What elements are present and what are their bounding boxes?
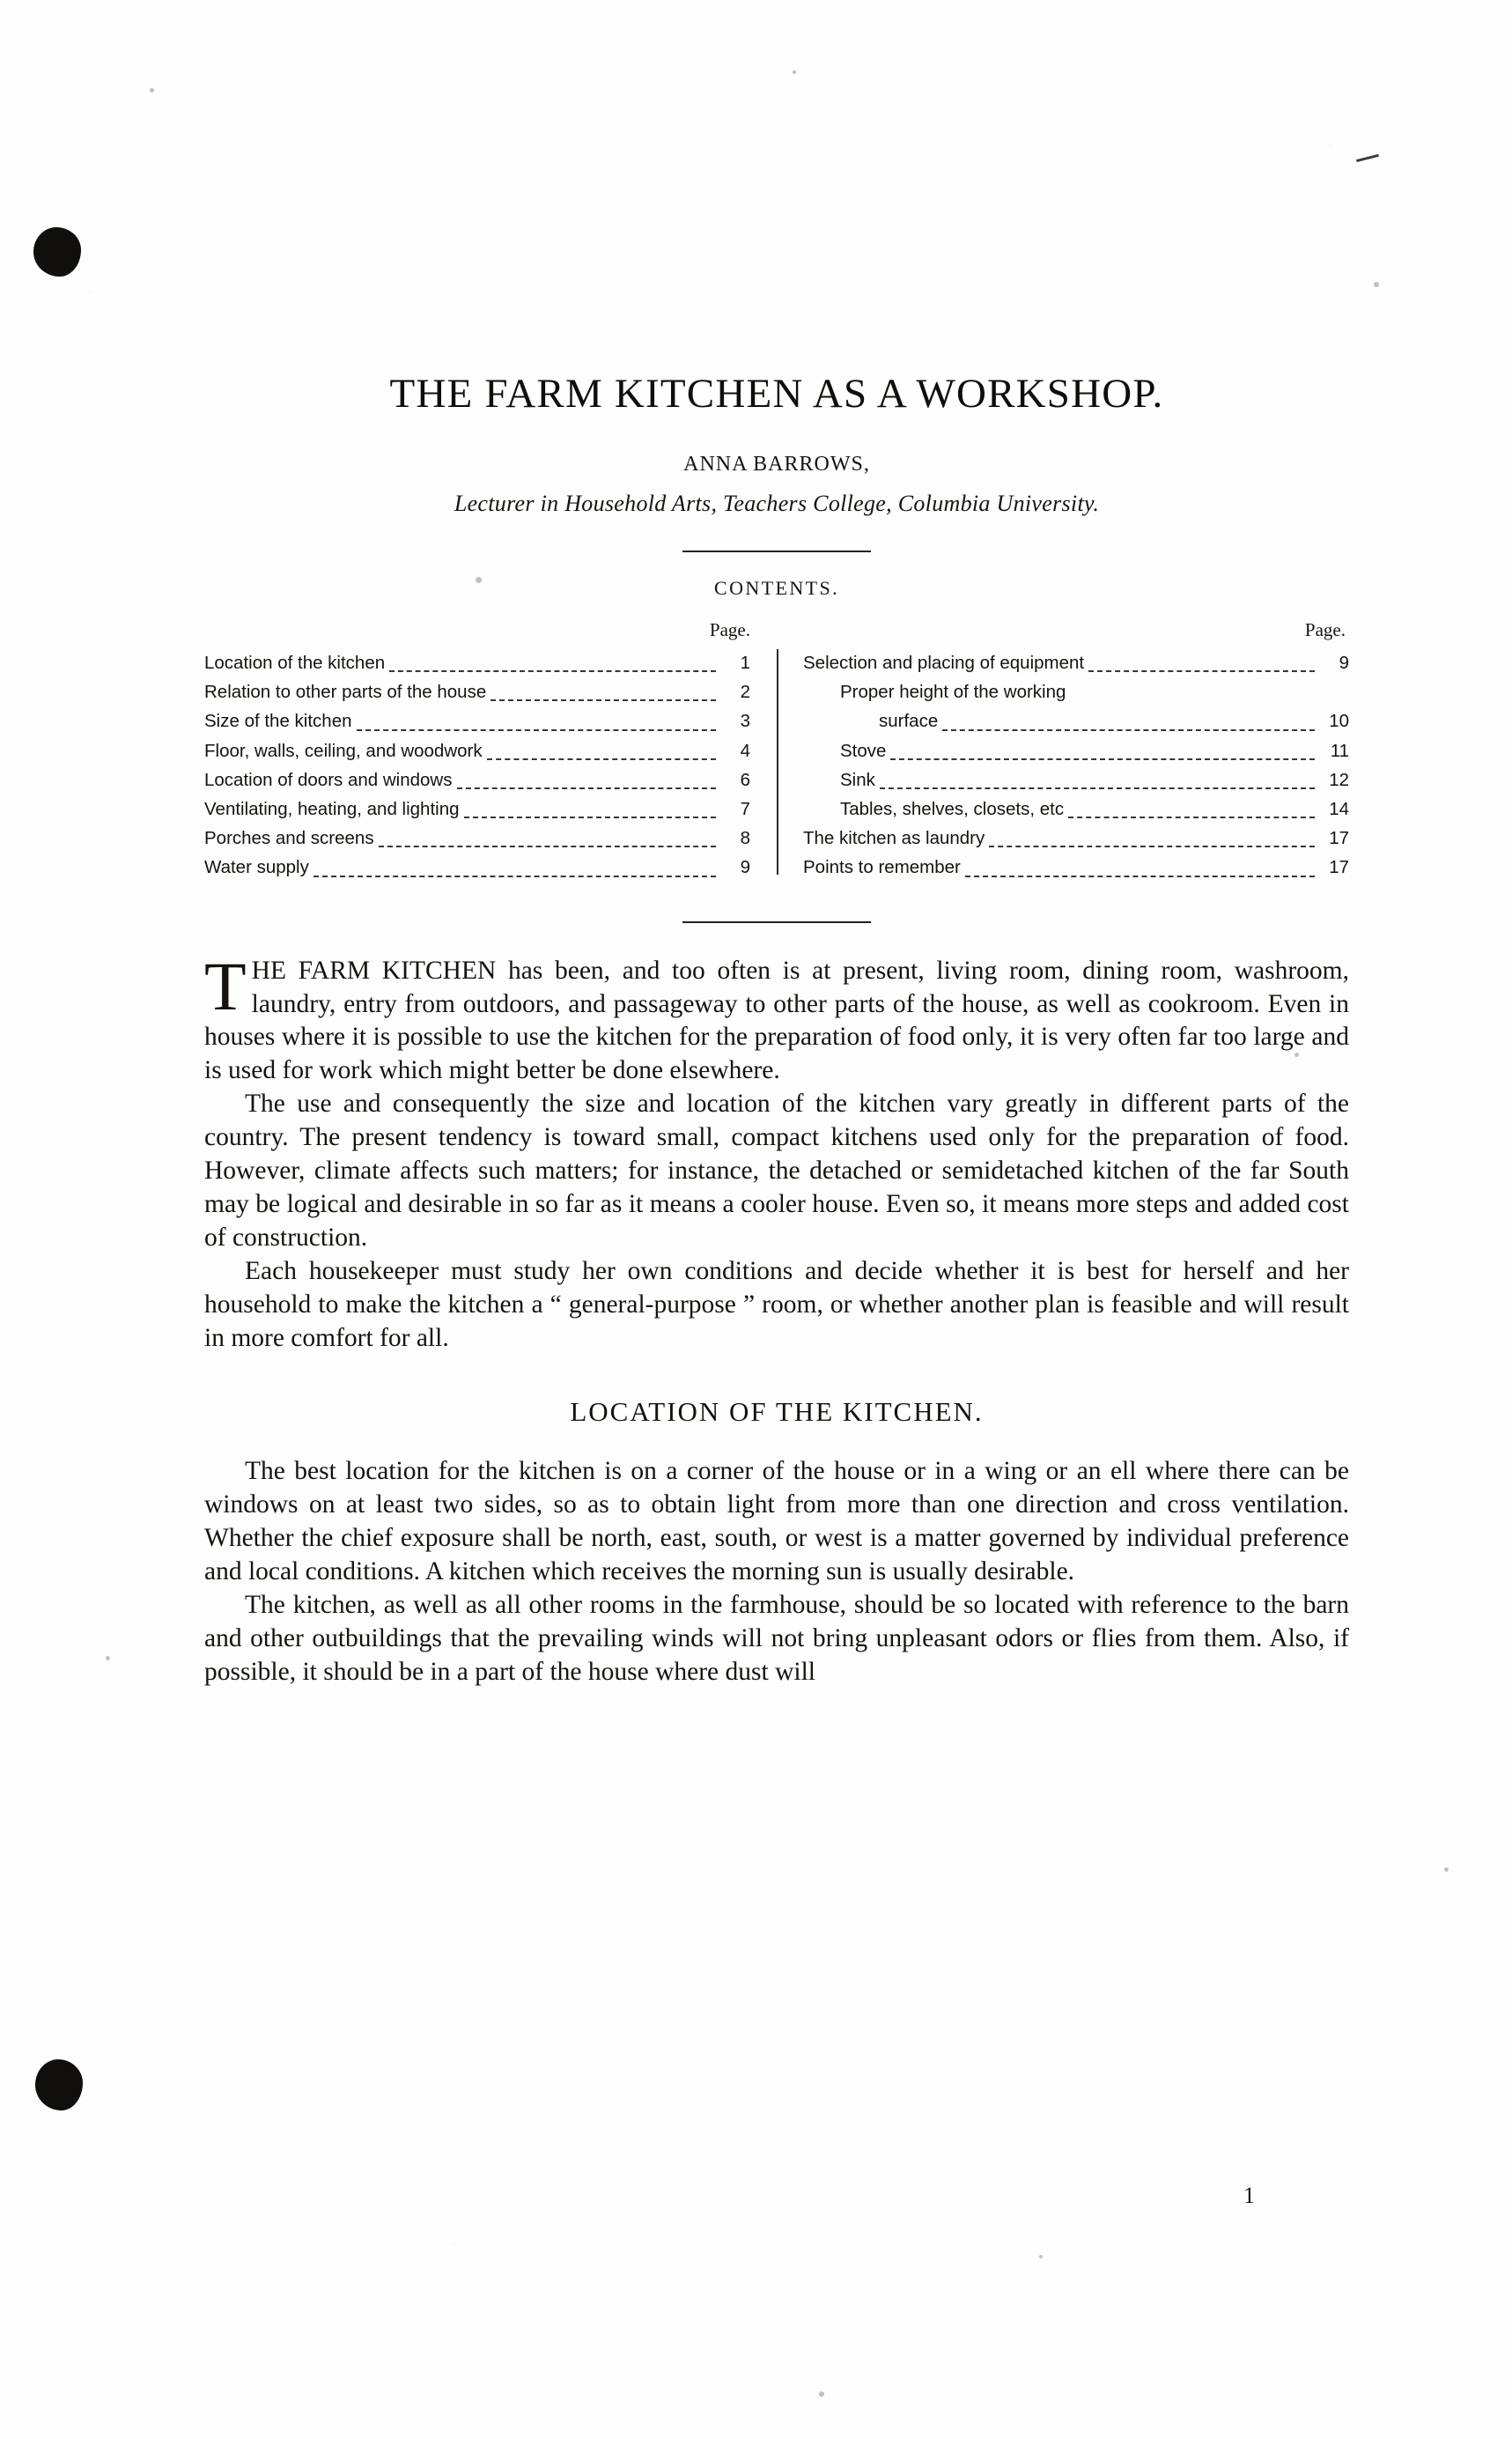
divider-rule-bottom — [682, 921, 871, 923]
toc-entry-page: 7 — [740, 799, 750, 820]
toc-entry-label: Sink — [840, 769, 875, 790]
drop-cap: T — [204, 947, 247, 1024]
table-of-contents — [204, 619, 1349, 883]
toc-entry-label: Selection and placing of equipment — [803, 653, 1085, 673]
toc-entry[interactable] — [803, 824, 1349, 853]
paragraph-2: The use and consequently the size and location of the kitchen vary greatly in different parts of the country. The present tendency is toward small, compact kitchens used only for the preparation of food. However, climate affects such matters; for instance, the detached or semidetached kitchen of the far South may be logical and desirable in so far as it means a cooler house. Even so, it means more steps and added cost of construction. — [204, 1090, 1349, 1252]
toc-entry-label: Points to remember — [803, 857, 961, 878]
toc-page-header-left: Page. — [709, 619, 750, 640]
toc-entry[interactable] — [204, 795, 750, 824]
toc-page-header-right: Page. — [1304, 619, 1346, 640]
toc-entry[interactable] — [204, 706, 750, 735]
divider-rule-top — [682, 551, 871, 552]
toc-entry-label: Water supply — [204, 857, 309, 878]
toc-leader-dots — [880, 787, 1315, 789]
scan-speck — [1039, 2255, 1043, 2258]
toc-leader-dots — [357, 728, 716, 731]
toc-entry[interactable] — [803, 853, 1349, 882]
toc-entry-label: Proper height of the working — [840, 682, 1066, 703]
toc-entry-page: 12 — [1329, 769, 1349, 790]
toc-entry-page: 9 — [1339, 653, 1349, 673]
toc-entry-page: 17 — [1329, 857, 1349, 878]
toc-entry-page: 10 — [1329, 711, 1349, 732]
scan-speck — [150, 88, 154, 92]
toc-entry-label: Ventilating, heating, and lighting — [204, 799, 460, 820]
toc-leader-dots — [965, 875, 1315, 877]
toc-column-right — [777, 619, 1349, 883]
toc-entry-page: 14 — [1329, 799, 1349, 820]
toc-entry-label: Size of the kitchen — [204, 711, 352, 732]
toc-entry-page: 1 — [740, 653, 750, 673]
toc-leader-dots — [464, 816, 716, 818]
toc-leader-dots — [389, 669, 716, 672]
page-number: 1 — [1243, 2183, 1255, 2208]
toc-entry-label: Floor, walls, ceiling, and woodwork — [204, 740, 483, 761]
toc-leader-dots — [457, 787, 717, 789]
toc-leader-dots — [942, 728, 1315, 731]
toc-entry-label: Tables, shelves, closets, etc — [840, 799, 1065, 820]
toc-leader-dots — [313, 875, 716, 877]
toc-leader-dots — [1070, 700, 1315, 701]
toc-leader-dots — [890, 758, 1315, 760]
paragraph-5: The kitchen, as well as all other rooms in the farmhouse, should be so located with reference to the barn and other outbuildings that the prevailing winds will not bring unpleasant odors or flies from them. Also, if possible, it should be in a part of the house where dust will — [204, 1590, 1349, 1686]
scan-speck — [106, 1656, 110, 1660]
page-folio — [0, 2183, 1512, 2209]
toc-leader-dots — [1068, 816, 1315, 818]
toc-leader-dots — [379, 845, 716, 847]
toc-column-left — [204, 619, 777, 883]
page-title: THE FARM KITCHEN AS A WORKSHOP. — [389, 371, 1164, 417]
toc-leader-dots — [490, 698, 716, 701]
toc-entry[interactable] — [803, 648, 1349, 677]
toc-entry-label: The kitchen as laundry — [803, 828, 985, 849]
toc-entry[interactable] — [803, 736, 1349, 765]
toc-entry[interactable] — [204, 736, 750, 765]
hole-punch-mark-top — [33, 227, 81, 277]
paragraph-1 — [204, 947, 1349, 1089]
toc-column-divider — [777, 649, 778, 875]
toc-entry-page: 3 — [740, 711, 750, 732]
toc-entry-page: 11 — [1330, 740, 1349, 761]
scan-speck — [1374, 282, 1379, 287]
toc-entry-page: 9 — [740, 857, 750, 878]
toc-entry[interactable] — [204, 853, 750, 882]
toc-entry-label: surface — [879, 711, 939, 732]
author-name: ANNA BARROWS, — [683, 453, 870, 476]
toc-entry[interactable] — [803, 765, 1349, 795]
paragraph-3: Each housekeeper must study her own conditions and decide whether it is best for herself and her household to make the kitchen a “ general-purpose ” room, or whether another plan is feasible and will result in more comfort for all. — [204, 1256, 1349, 1352]
scan-artifact-mark — [1356, 154, 1379, 162]
toc-entry-page: 4 — [740, 740, 750, 761]
toc-leader-dots — [1088, 669, 1315, 672]
toc-entry[interactable] — [803, 795, 1349, 824]
section-heading: LOCATION OF THE KITCHEN. — [570, 1395, 984, 1427]
hole-punch-mark-bottom — [35, 2059, 83, 2110]
toc-entry-label: Porches and screens — [204, 828, 374, 849]
page-content — [204, 0, 1349, 1689]
toc-entry-page: 17 — [1329, 828, 1349, 849]
toc-entry[interactable] — [204, 824, 750, 853]
toc-entry[interactable] — [204, 677, 750, 706]
paragraph-1-text: HE FARM KITCHEN has been, and too often is at present, living room, dining room, washroom, laundry, entry from outdoors, and passageway to other parts of the house, as well as cookroom. Even in houses where it is possible to use the kitchen for the preparation of food only, it is very often far too large and is used for work which might better be done elsewhere. — [204, 956, 1349, 1085]
toc-entry-label: Stove — [840, 740, 887, 761]
paragraph-4: The best location for the kitchen is on a corner of the house or in a wing or an ell where there can be windows on at least two sides, so as to obtain light from more than one direction and cross ventilation. Whether the chief exposure shall be north, east, south, or west is a matter governed by individual preference and local conditions. A kitchen which receives the morning sun is usually desirable. — [204, 1457, 1349, 1586]
toc-entry-page: 8 — [740, 828, 750, 849]
toc-entry-page: 2 — [740, 682, 750, 703]
toc-entry-label: Location of doors and windows — [204, 769, 453, 790]
article-body — [204, 947, 1349, 1689]
toc-entry[interactable] — [204, 765, 750, 795]
contents-heading: CONTENTS. — [714, 577, 839, 599]
author-affiliation: Lecturer in Household Arts, Teachers College, Columbia University. — [454, 491, 1100, 516]
toc-entry[interactable] — [204, 648, 750, 677]
toc-entry-label: Relation to other parts of the house — [204, 682, 487, 703]
toc-entry[interactable] — [803, 677, 1349, 706]
scan-speck — [819, 2391, 824, 2397]
toc-entry[interactable] — [803, 706, 1349, 735]
toc-leader-dots — [487, 758, 716, 760]
scan-speck — [1444, 1867, 1449, 1872]
toc-entry-label: Location of the kitchen — [204, 653, 386, 673]
toc-entry-page: 6 — [740, 769, 750, 790]
toc-leader-dots — [989, 845, 1315, 847]
